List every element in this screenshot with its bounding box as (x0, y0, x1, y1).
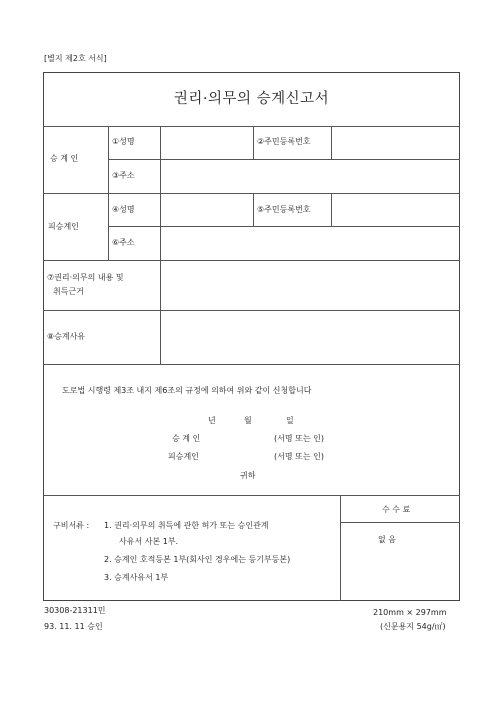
declaration-statement: 도로법 시행령 제3조 내지 제6조의 규정에 의하여 위와 같이 신청합니다 (62, 386, 312, 395)
divider (43, 495, 460, 496)
divider (43, 364, 460, 365)
date-month-label: 월 (244, 416, 252, 425)
successor-section-label: 승 계 인 (50, 154, 79, 163)
documents-item: 사유서 사본 1부. (119, 537, 179, 546)
rights-content-label-line2: 취득근거 (53, 287, 84, 296)
date-day-label: 일 (286, 416, 294, 425)
sign-predecessor-note: (서명 또는 인) (274, 452, 324, 461)
divider (253, 193, 254, 226)
sign-predecessor-label: 피승계인 (168, 452, 199, 461)
reason-label: ⑧승계사유 (47, 332, 86, 341)
fee-header: 수 수 료 (382, 505, 411, 514)
predecessor-id-label: ⑤주민등록번호 (257, 205, 311, 214)
predecessor-section-label: 피승계인 (48, 222, 79, 231)
documents-label: 구비서류 : (53, 521, 90, 530)
successor-name-label: ①성명 (112, 137, 135, 146)
fee-value: 없 음 (378, 535, 396, 544)
predecessor-name-label: ④성명 (112, 205, 135, 214)
paper-size: 210mm × 297mm (373, 608, 447, 617)
documents-item: 1. 권리·의무의 취득에 관한 허가 또는 승인관계 (104, 521, 269, 530)
successor-id-label: ②주민등록번호 (257, 137, 311, 146)
rights-content-label-line1: ⑦권리·의무의 내용 및 (47, 273, 124, 282)
divider (43, 126, 460, 127)
sign-successor-note: (서명 또는 인) (274, 434, 324, 443)
date-year-label: 년 (208, 416, 216, 425)
divider (108, 126, 109, 260)
divider (253, 126, 254, 159)
divider (331, 126, 332, 159)
addressee: 귀하 (240, 471, 256, 480)
documents-item: 3. 승계사유서 1부 (104, 573, 169, 582)
divider (43, 193, 460, 194)
divider (160, 126, 161, 364)
approval-date: 93. 11. 11 승인 (44, 622, 103, 631)
form-title: 권리·의무의 승계신고서 (173, 91, 330, 107)
form-number: [별지 제2호 서식] (44, 54, 107, 63)
form-code: 30308-21311민 (44, 606, 106, 615)
divider (331, 193, 332, 226)
successor-address-label: ③주소 (112, 171, 135, 180)
documents-item: 2. 승계인 호적등본 1부(회사인 경우에는 등기부등본) (104, 555, 291, 564)
divider (340, 522, 460, 523)
divider (43, 260, 460, 261)
sign-successor-label: 승 계 인 (172, 434, 201, 443)
paper-type: (신문용지 54g/㎡) (380, 622, 446, 631)
divider (43, 310, 460, 311)
predecessor-address-label: ⑥주소 (112, 238, 135, 247)
divider (340, 495, 341, 601)
